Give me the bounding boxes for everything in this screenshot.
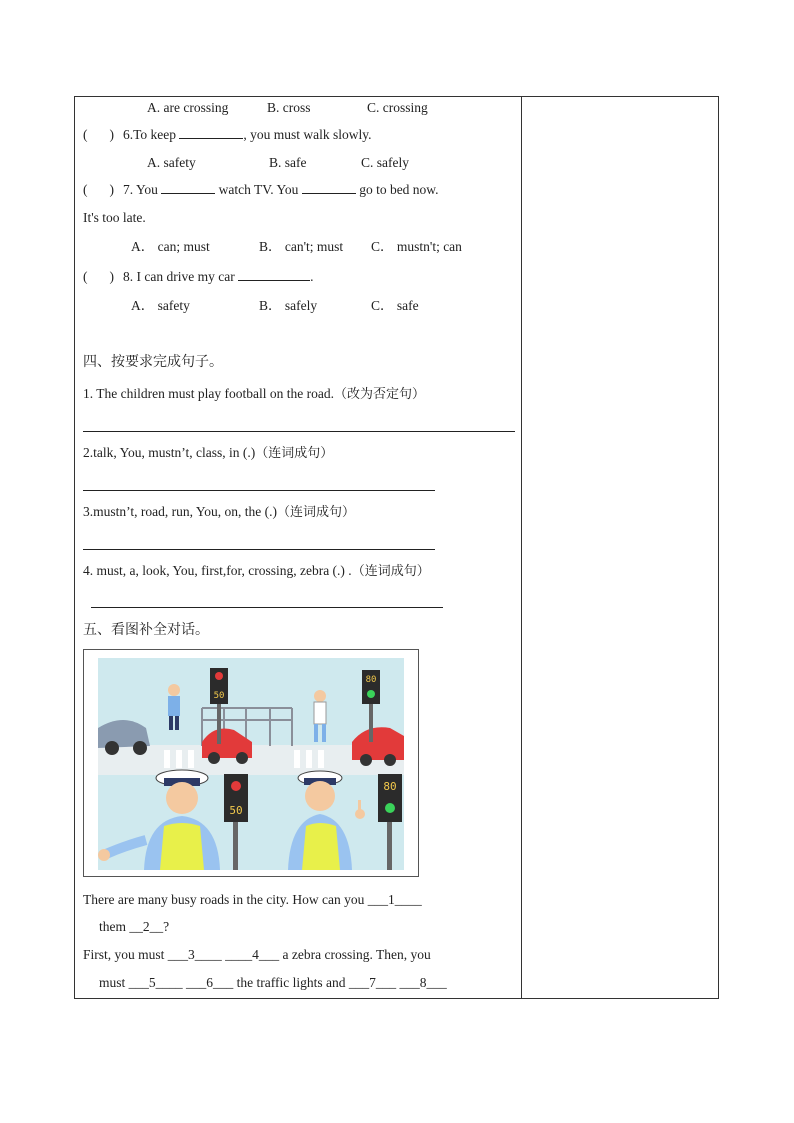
question-8: ( ) 8. I can drive my car .: [83, 269, 314, 284]
light-countdown-4: 80: [383, 780, 397, 793]
q7-continuation: It's too late.: [83, 210, 146, 225]
q6-options: [147, 154, 409, 172]
answer-line-1[interactable]: [83, 431, 515, 432]
answer-paren[interactable]: ( ): [83, 127, 114, 142]
q8-option-a: A． safety: [131, 298, 190, 313]
section-5-paragraph-1b: them __2__?: [99, 919, 170, 934]
worksheet-table: [74, 96, 719, 999]
section-5-paragraph-2a: First, you must ___3____ ____4___ a zebra crossing. Then, you: [83, 947, 431, 962]
answer-line-3[interactable]: [83, 549, 435, 550]
question-6: ( ) 6.To keep , you must walk slowly.: [83, 127, 372, 142]
q6-blank[interactable]: [179, 126, 243, 139]
section-5-paragraph-1a: There are many busy roads in the city. How can you ___1____: [83, 892, 422, 907]
light-countdown-2: 80: [365, 675, 377, 685]
q8-option-c: C． safe: [371, 298, 419, 313]
q8-option-b: B． safely: [259, 298, 318, 313]
left-column: [75, 97, 521, 998]
light-countdown-3: 50: [229, 804, 243, 817]
traffic-illustration: [83, 649, 419, 877]
section-5-paragraph-2b: must ___5____ ___6___ the traffic lights and ___7___ ___8___: [99, 975, 447, 990]
q8-blank[interactable]: [238, 268, 310, 281]
answer-line-2[interactable]: [83, 490, 435, 491]
light-countdown-1: 50: [213, 691, 225, 701]
question-7: ( ) 7. You watch TV. You go to bed now.: [83, 182, 439, 197]
traffic-scene-svg: [84, 650, 418, 876]
answer-line-4[interactable]: [91, 607, 443, 608]
q5-option-b: B. cross: [267, 100, 311, 115]
q7-option-c: C． mustn't; can: [371, 239, 462, 254]
q5-option-c: C. crossing: [367, 100, 428, 115]
q6-option-b: B. safe: [269, 155, 307, 170]
q7-options: [131, 238, 462, 256]
q6-option-c: C. safely: [361, 155, 409, 170]
q5-option-a: A. are crossing: [147, 100, 229, 115]
section-4-item-3: 3.mustn’t, road, run, You, on, the (.)（连词成句）: [83, 504, 356, 520]
section-4-title: 四、按要求完成句子。: [83, 354, 223, 370]
q7-blank-2[interactable]: [302, 181, 356, 194]
q8-options: [131, 297, 419, 315]
column-divider: [521, 97, 522, 998]
q6-option-a: A. safety: [147, 155, 196, 170]
section-5-title: 五、看图补全对话。: [83, 622, 209, 638]
section-4-item-1: 1. The children must play football on the road.（改为否定句）: [83, 386, 425, 402]
q7-option-a: A． can; must: [131, 239, 210, 254]
section-4-item-2: 2.talk, You, mustn’t, class, in (.)（连词成句）: [83, 445, 334, 461]
section-4-item-4: 4. must, a, look, You, first,for, crossing, zebra (.) .（连词成句）: [83, 563, 430, 579]
answer-paren[interactable]: ( ): [83, 182, 114, 197]
answer-paren[interactable]: ( ): [83, 269, 114, 284]
q7-blank-1[interactable]: [161, 181, 215, 194]
q7-option-b: B． can't; must: [259, 239, 344, 254]
q5-options: [147, 99, 428, 117]
